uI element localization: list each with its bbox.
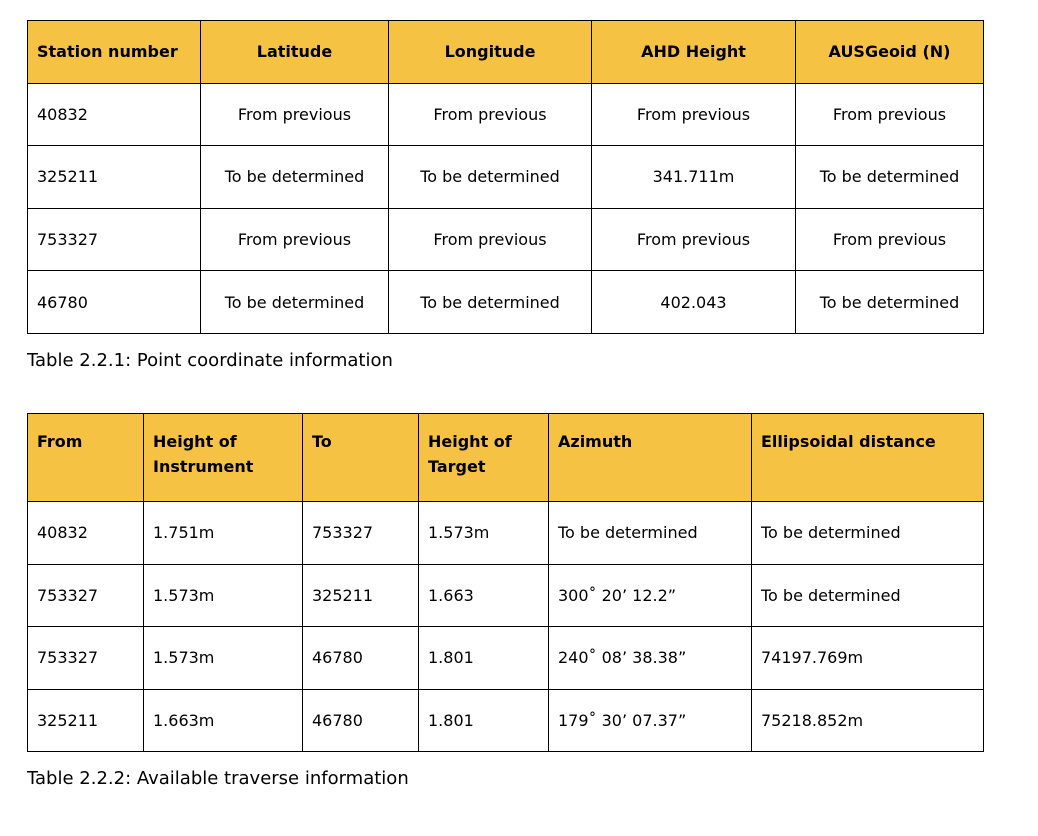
table-cell: To be determined (752, 502, 984, 565)
table-cell: 1.801 (419, 627, 549, 690)
table-cell: From previous (389, 83, 592, 146)
point-coordinate-table (27, 20, 984, 334)
table-row (28, 146, 984, 209)
header-station-number: Station number (28, 21, 201, 84)
table-cell: 753327 (303, 502, 419, 565)
header-to: To (303, 414, 419, 502)
table-row (28, 627, 984, 690)
table-row (28, 564, 984, 627)
header-ellipsoidal-distance: Ellipsoidal distance (752, 414, 984, 502)
table-row (28, 271, 984, 334)
table-cell: From previous (592, 83, 796, 146)
table-cell: From previous (201, 83, 389, 146)
header-height-of-instrument: Height of Instrument (144, 414, 303, 502)
table-cell: To be determined (201, 271, 389, 334)
header-ausgeoid: AUSGeoid (N) (796, 21, 984, 84)
header-azimuth: Azimuth (549, 414, 752, 502)
table-row (28, 83, 984, 146)
table-cell: To be determined (389, 271, 592, 334)
header-ahd-height: AHD Height (592, 21, 796, 84)
header-latitude: Latitude (201, 21, 389, 84)
table-cell: 1.801 (419, 689, 549, 752)
table-header-row (28, 414, 984, 502)
table-cell: 341.711m (592, 146, 796, 209)
table-cell: 1.573m (144, 564, 303, 627)
table-cell: 1.663 (419, 564, 549, 627)
table-cell: To be determined (752, 564, 984, 627)
table-cell: 1.573m (419, 502, 549, 565)
table-cell: 75218.852m (752, 689, 984, 752)
table-cell: To be determined (796, 271, 984, 334)
table-cell: 1.573m (144, 627, 303, 690)
table-cell: 40832 (28, 83, 201, 146)
table-cell: 325211 (303, 564, 419, 627)
traverse-information-table (27, 413, 984, 752)
table-cell: 179˚ 30’ 07.37” (549, 689, 752, 752)
table-header-row (28, 21, 984, 84)
table-cell: 46780 (303, 689, 419, 752)
table-row (28, 208, 984, 271)
table-cell: 40832 (28, 502, 144, 565)
table-cell: 753327 (28, 208, 201, 271)
table-cell: To be determined (796, 146, 984, 209)
header-from: From (28, 414, 144, 502)
table-cell: From previous (796, 83, 984, 146)
table-cell: 46780 (303, 627, 419, 690)
table-cell: From previous (796, 208, 984, 271)
table-cell: To be determined (549, 502, 752, 565)
table-cell: 1.663m (144, 689, 303, 752)
table-cell: 74197.769m (752, 627, 984, 690)
table-cell: 325211 (28, 146, 201, 209)
table-cell: From previous (592, 208, 796, 271)
table-cell: 402.043 (592, 271, 796, 334)
table-cell: From previous (201, 208, 389, 271)
table-cell: From previous (389, 208, 592, 271)
table-cell: To be determined (201, 146, 389, 209)
table-cell: To be determined (389, 146, 592, 209)
table-cell: 753327 (28, 627, 144, 690)
header-height-of-target: Height of Target (419, 414, 549, 502)
table-caption-2-2-1: Table 2.2.1: Point coordinate information (27, 350, 393, 371)
header-longitude: Longitude (389, 21, 592, 84)
table-row (28, 689, 984, 752)
table-cell: 325211 (28, 689, 144, 752)
table-cell: 300˚ 20’ 12.2” (549, 564, 752, 627)
table-row (28, 502, 984, 565)
table-cell: 1.751m (144, 502, 303, 565)
table-cell: 46780 (28, 271, 201, 334)
table-caption-2-2-2: Table 2.2.2: Available traverse information (27, 768, 409, 789)
table-cell: 240˚ 08’ 38.38” (549, 627, 752, 690)
table-cell: 753327 (28, 564, 144, 627)
